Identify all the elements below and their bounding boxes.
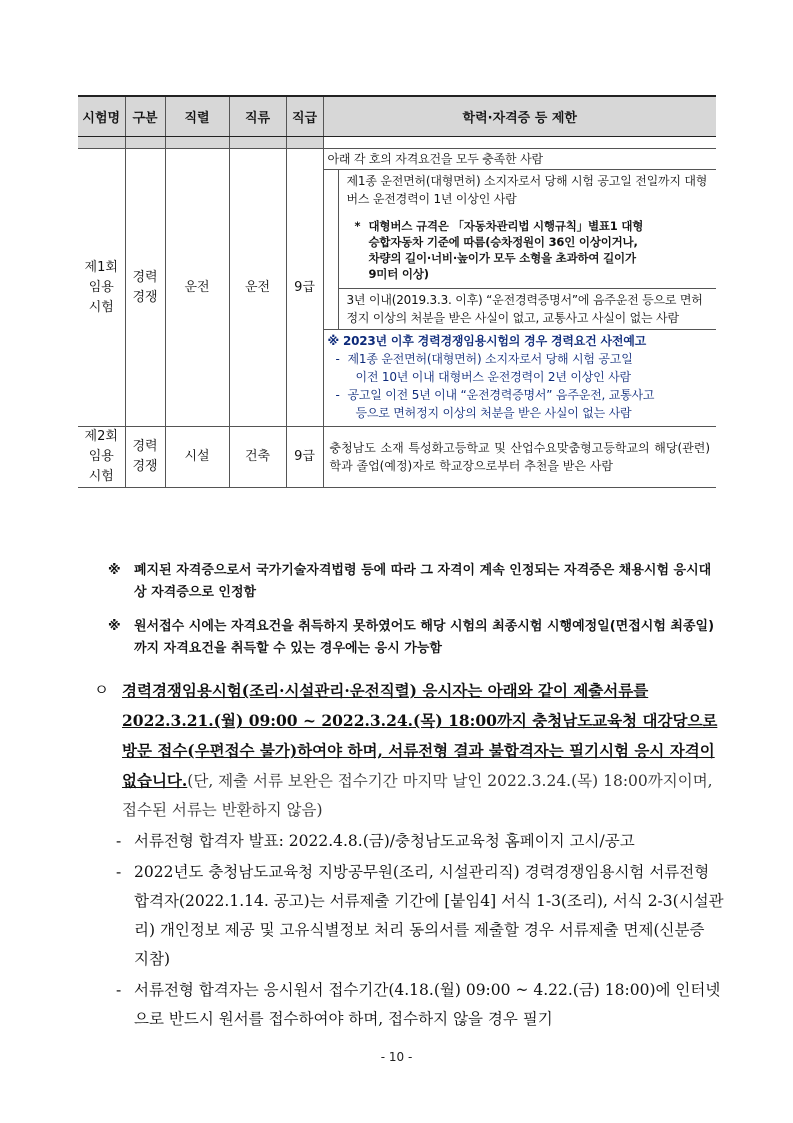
submission-section: [94, 676, 724, 1034]
notes-section: [108, 560, 718, 672]
header-series: 직렬: [165, 96, 229, 137]
requirement-item: 제1종 운전면허(대형면허) 소지자로서 당해 시험 공고일 전일까지 대형버스 운전경력이 1년 이상인 사람 * 대형버스 규격은 「자동차관리법 시행규칙」별표1 대형 승합자동차 기준에 따름(승차정원이 36인 이상이거나, 차량의 길이·너비·높이가 모두 소형을 초과하여 길이가 9미터 이상): [339, 170, 717, 288]
grade-cell: 9급: [286, 427, 323, 488]
requirements-cell: [323, 149, 716, 427]
exam-name-cell: 제2회 임용 시험: [78, 427, 125, 488]
reference-mark: ※: [108, 619, 121, 634]
exam-name-cell: 제1회 임용 시험: [78, 149, 125, 427]
grade-cell: 9급: [286, 149, 323, 427]
table-row: [78, 149, 716, 427]
page-number: - 10 -: [380, 1050, 413, 1064]
header-class: 직류: [229, 96, 286, 137]
circle-bullet: ㅇ: [94, 681, 109, 699]
header-requirements: 학력·자격증 등 제한: [323, 96, 716, 137]
table-gap-row: [78, 137, 716, 149]
requirements-intro: 아래 각 호의 자격요건을 모두 충족한 사람: [324, 149, 717, 170]
header-exam: 시험명: [78, 96, 125, 137]
bus-spec-note: * 대형버스 규격은 「자동차관리법 시행규칙」별표1 대형 승합자동차 기준에 따름(승차정원이 36인 이상이거나, 차량의 길이·너비·높이가 모두 소형을 초과하여 길이가 9미터 이상): [354, 219, 644, 281]
submission-paragraph: [94, 676, 724, 825]
advance-notice-title: ※ 2023년 이후 경력경쟁임용시험의 경우 경력요건 사전예고: [327, 334, 647, 348]
advance-notice: [324, 329, 717, 426]
reference-mark: ※: [108, 563, 121, 578]
table-row: [78, 427, 716, 488]
category-cell: 경력 경쟁: [125, 427, 165, 488]
class-cell: 건축: [229, 427, 286, 488]
note-item: ※ 원서접수 시에는 자격요건을 취득하지 못하였어도 해당 시험의 최종시험 시행예정일(면접시험 최종일)까지 자격요건을 취득할 수 있는 경우에는 응시 가능함: [108, 616, 718, 660]
list-item: - 서류전형 합격자는 응시원서 접수기간(4.18.(월) 09:00 ~ 4.22.(금) 18:00)에 인터넷으로 반드시 원서를 접수하여야 하며, 접수하지 않을 경우 필기: [116, 981, 721, 1028]
series-cell: 운전: [165, 149, 229, 427]
list-item: - 2022년도 충청남도교육청 지방공무원(조리, 시설관리직) 경력경쟁임용시험 서류전형 합격자(2022.1.14. 공고)는 서류제출 기간에 [붙임4] 서식 1-3(조리), 서식 2-3(시설관리) 개인정보 제공 및 고유식별정보 처리 동의서를 제출할 경우 서류제출 면제(신분증 지참): [116, 863, 724, 968]
requirements-text: 충청남도 소재 특성화고등학교 및 산업수요맞춤형고등학교의 해당(관련)학과 졸업(예정)자로 학교장으로부터 추천을 받은 사람: [329, 441, 710, 473]
header-category: 구분: [125, 96, 165, 137]
submission-emphasis: 경력경쟁임용시험(조리·시설관리·운전직렬) 응시자는 아래와 같이 제출서류를 2022.3.21.(월) 09:00 ~ 2022.3.24.(목) 18:00까지 충청남도교육청 대강당으로 방문 접수(우편접수 불가)하여야 하며, 서류전형 결과 불합격자는 필기시험 응시 자격이 없습니다.: [122, 681, 718, 790]
header-grade: 직급: [286, 96, 323, 137]
series-cell: 시설: [165, 427, 229, 488]
category-cell: 경력 경쟁: [125, 149, 165, 427]
list-item: - 서류전형 합격자 발표: 2022.4.8.(금)/충청남도교육청 홈페이지 고시/공고: [116, 832, 635, 850]
note-item: ※ 폐지된 자격증으로서 국가기술자격법령 등에 따라 그 자격이 계속 인정되는 자격증은 채용시험 응시대상 자격증으로 인정함: [108, 560, 718, 604]
requirement-item: 3년 이내(2019.3.3. 이후) “운전경력증명서”에 음주운전 등으로 면허정지 이상의 처분을 받은 사실이 없고, 교통사고 사실이 없는 사람: [339, 288, 717, 329]
class-cell: 운전: [229, 149, 286, 427]
submission-remark: (단, 제출 서류 보완은 접수기간 마지막 날인 2022.3.24.(목) 18:00까지이며, 접수된 서류는 반환하지 않음): [122, 772, 713, 819]
advance-item: - 공고일 이전 5년 이내 “운전경력증명서” 음주운전, 교통사고 등으로 면허정지 이상의 처분을 받은 사실이 없는 사람: [335, 388, 655, 420]
requirements-cell: [323, 427, 716, 488]
qualification-table: [78, 95, 716, 488]
requirements-content: [324, 149, 717, 426]
table-header-row: [78, 96, 716, 137]
requirements-items: [338, 170, 717, 329]
advance-item: - 제1종 운전면허(대형면허) 소지자로서 당해 시험 공고일 이전 10년 이내 대형버스 운전경력이 2년 이상인 사람: [335, 352, 633, 384]
